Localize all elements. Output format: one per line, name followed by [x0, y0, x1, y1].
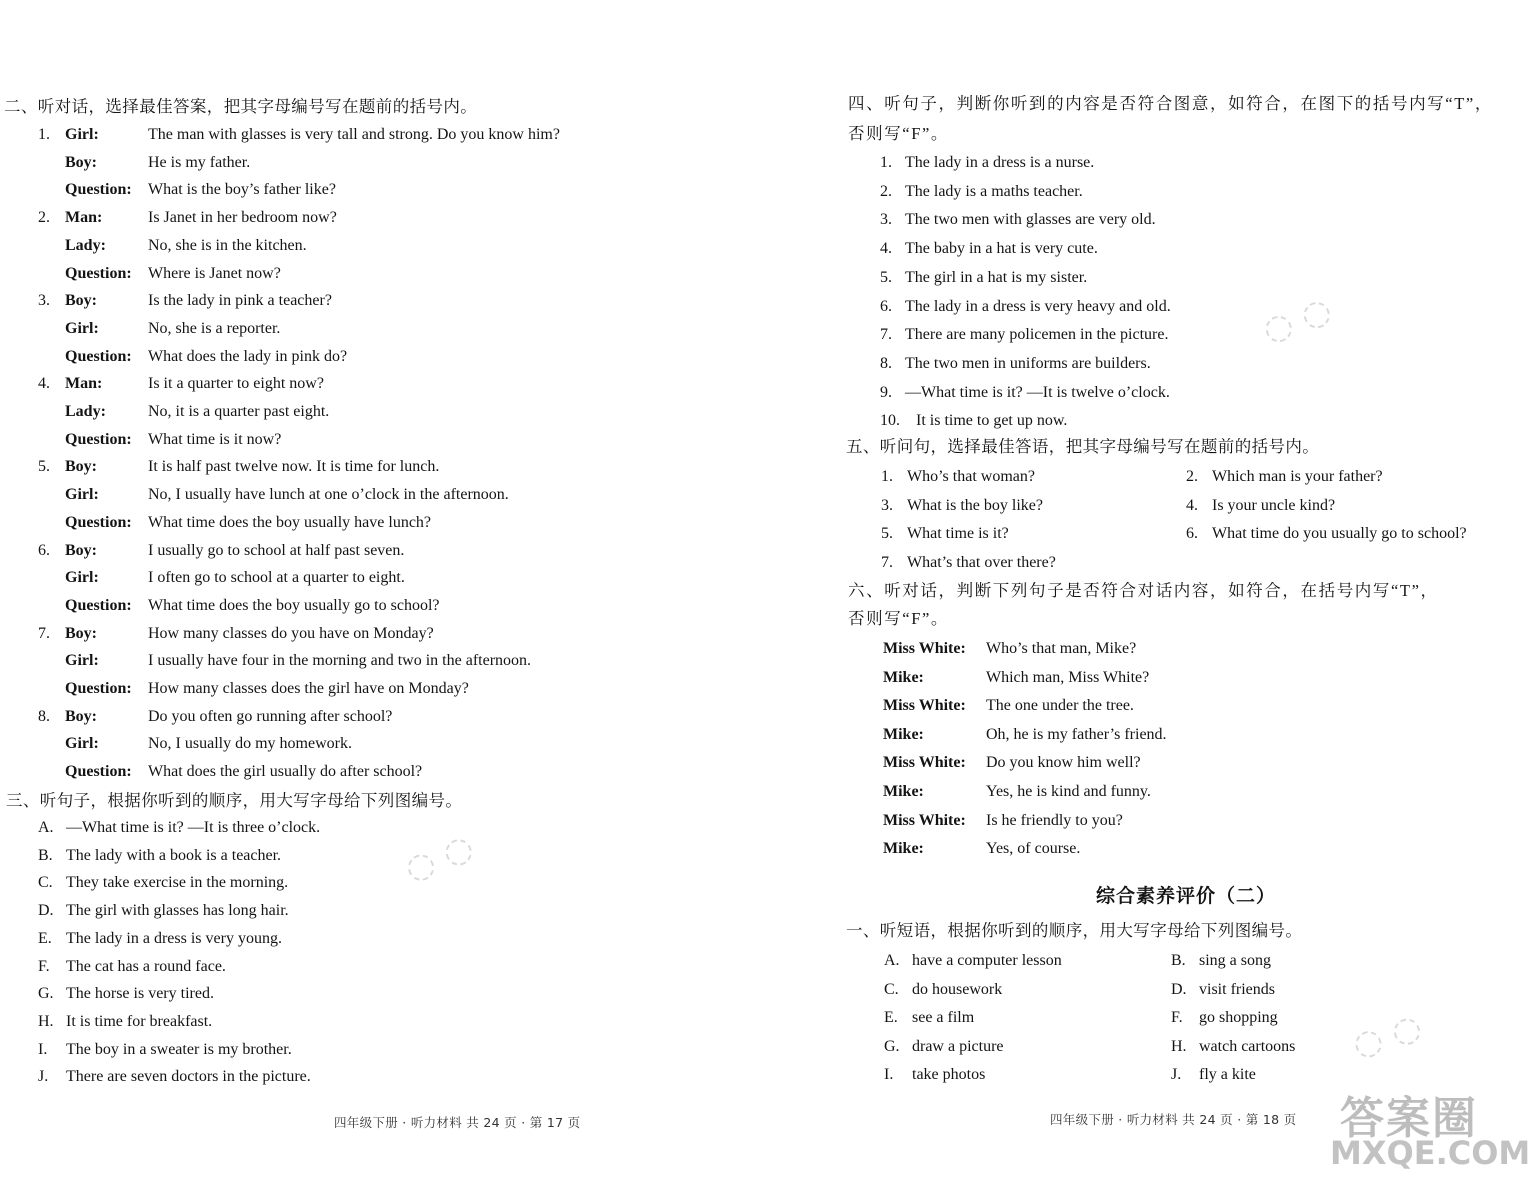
list-item-text: The two men in uniforms are builders.	[905, 354, 1151, 372]
watermark-stamp-bottom-right: ◌ ◌	[1347, 1006, 1427, 1066]
section-4-heading-line1: 四、听句子，判断你听到的内容是否符合图意，如符合，在图下的括号内写“T”，	[848, 94, 1493, 113]
dialog-speaker: Girl:	[65, 486, 99, 504]
site-logo-text-bottom: MXQE.COM	[1330, 1134, 1531, 1172]
list-item-text: draw a picture	[912, 1038, 1004, 1055]
list-item-letter: E.	[884, 1009, 898, 1026]
dialog-line: Yes, of course.	[986, 840, 1081, 858]
list-item-letter: J.	[38, 1068, 49, 1086]
dialog-speaker: Miss White:	[883, 640, 966, 657]
list-item-letter: J.	[1171, 1066, 1182, 1083]
list-item-text: There are seven doctors in the picture.	[66, 1068, 311, 1086]
dialog-line: What does the girl usually do after school?	[148, 763, 423, 781]
dialog-number: 2.	[38, 209, 50, 227]
dialog-line: What time is it now?	[148, 430, 282, 448]
dialog-line: What time does the boy usually have lunch?	[148, 513, 432, 531]
dialog-speaker: Miss White:	[883, 697, 966, 715]
list-item-text: There are many policemen in the picture.	[905, 326, 1169, 344]
dialog-number: 8.	[38, 707, 50, 725]
list-item-text: The boy in a sweater is my brother.	[66, 1040, 292, 1058]
list-item-text: have a computer lesson	[912, 952, 1062, 969]
list-item-text: What is the boy like?	[907, 497, 1043, 514]
list-item-letter: I.	[884, 1066, 894, 1083]
dialog-line: I often go to school at a quarter to eight.	[148, 569, 405, 587]
list-item-number: 6.	[1186, 525, 1198, 542]
list-item-letter: A.	[38, 819, 54, 836]
list-item-text: Who’s that woman?	[907, 468, 1035, 485]
dialog-number: 6.	[38, 541, 50, 559]
list-item-text: The horse is very tired.	[66, 985, 214, 1003]
list-item-text: sing a song	[1199, 952, 1271, 969]
dialog-speaker: Lady:	[65, 236, 106, 254]
list-item-text: Which man is your father?	[1212, 468, 1383, 485]
list-item-letter: B.	[38, 846, 53, 864]
dialog-speaker: Miss White:	[883, 754, 966, 772]
list-item-text: It is time to get up now.	[916, 412, 1068, 430]
list-item-text: The baby in a hat is very cute.	[905, 240, 1098, 258]
dialog-line: Do you know him well?	[986, 754, 1141, 772]
dialog-line: How many classes does the girl have on Monday?	[148, 680, 469, 697]
list-item-number: 7.	[881, 554, 893, 571]
list-item-text: The girl in a hat is my sister.	[905, 268, 1088, 286]
list-item-text: The two men with glasses are very old.	[905, 211, 1156, 229]
list-item-letter: F.	[38, 957, 50, 975]
watermark-stamp-top-right: ◌ ◌	[1257, 289, 1337, 351]
dialog-number: 3.	[38, 292, 50, 310]
dialog-speaker: Mike:	[883, 783, 924, 800]
dialog-speaker: Girl:	[65, 126, 99, 143]
section-3-heading: 三、听句子，根据你听到的顺序，用大写字母给下列图编号。	[6, 791, 463, 810]
dialog-line: Yes, he is kind and funny.	[986, 783, 1151, 800]
dialog-line: I usually have four in the morning and two in the afternoon.	[148, 652, 532, 670]
dialog-line: I usually go to school at half past seven.	[148, 541, 405, 559]
list-item-text: visit friends	[1199, 981, 1275, 998]
dialog-line: He is my father.	[148, 153, 251, 171]
dialog-speaker: Girl:	[65, 652, 99, 670]
dialog-line: No, she is a reporter.	[148, 319, 281, 337]
list-item-text: fly a kite	[1199, 1066, 1256, 1083]
dialog-speaker: Question:	[65, 264, 132, 282]
list-item-text: watch cartoons	[1199, 1038, 1296, 1055]
list-item-text: —What time is it? —It is twelve o’clock.	[905, 383, 1170, 401]
list-item-text: see a film	[912, 1009, 975, 1026]
right-page	[768, 0, 1536, 1186]
dialog-speaker: Miss White:	[883, 811, 966, 829]
list-item-letter: B.	[1171, 952, 1186, 969]
page-footer-left: 四年级下册 · 听力材料 共 24 页 · 第 17 页	[334, 1115, 581, 1130]
dialog-speaker: Boy:	[65, 541, 97, 559]
list-item-number: 3.	[880, 211, 892, 229]
dialog-speaker: Boy:	[65, 458, 97, 476]
list-item-number: 3.	[881, 497, 893, 514]
dialog-line: Is it a quarter to eight now?	[148, 375, 324, 393]
list-item-letter: G.	[38, 985, 54, 1003]
dialog-speaker: Question:	[65, 596, 132, 614]
dialog-line: What is the boy’s father like?	[148, 181, 336, 199]
list-item-letter: H.	[1171, 1038, 1187, 1055]
list-item-text: The lady in a dress is very young.	[66, 929, 282, 947]
list-item-text: The girl with glasses has long hair.	[66, 902, 289, 920]
list-item-text: They take exercise in the morning.	[66, 874, 289, 892]
list-item-text: The lady in a dress is very heavy and old.	[905, 297, 1171, 315]
dialog-number: 5.	[38, 458, 50, 476]
list-item-text: What time do you usually go to school?	[1212, 525, 1467, 542]
list-item-number: 1.	[880, 154, 892, 171]
list-item-number: 5.	[881, 525, 893, 542]
list-item-number: 1.	[881, 468, 893, 485]
list-item-letter: I.	[38, 1040, 48, 1058]
list-item-letter: E.	[38, 929, 52, 947]
section-2-heading: 二、听对话，选择最佳答案，把其字母编号写在题前的括号内。	[4, 97, 478, 116]
list-item-text: It is time for breakfast.	[66, 1012, 213, 1030]
dialog-speaker: Girl:	[65, 735, 99, 753]
section-6-heading-line1: 六、听对话，判断下列句子是否符合对话内容，如符合，在括号内写“T”，	[848, 581, 1439, 600]
list-item-letter: D.	[38, 902, 54, 920]
dialog-line: No, she is in the kitchen.	[148, 236, 307, 254]
dialog-line: No, it is a quarter past eight.	[148, 403, 330, 420]
part-1-heading: 一、听短语，根据你听到的顺序，用大写字母给下列图编号。	[846, 921, 1303, 940]
section-5-heading: 五、听问句，选择最佳答语，把其字母编号写在题前的括号内。	[846, 437, 1320, 456]
list-item-number: 4.	[1186, 497, 1198, 514]
dialog-speaker: Mike:	[883, 725, 924, 743]
list-item-number: 6.	[880, 297, 892, 315]
list-item-letter: D.	[1171, 981, 1187, 998]
dialog-speaker: Question:	[65, 430, 132, 448]
dialog-speaker: Boy:	[65, 624, 97, 642]
dialog-line: No, I usually do my homework.	[148, 735, 352, 753]
dialog-line: Which man, Miss White?	[986, 668, 1150, 686]
page-footer-right: 四年级下册 · 听力材料 共 24 页 · 第 18 页	[1050, 1112, 1297, 1127]
dialog-line: Where is Janet now?	[148, 264, 281, 282]
list-item-text: The lady is a maths teacher.	[905, 182, 1083, 200]
dialog-speaker: Mike:	[883, 668, 924, 686]
dialog-line: Who’s that man, Mike?	[986, 640, 1137, 657]
dialog-speaker: Question:	[65, 680, 132, 697]
list-item-number: 9.	[880, 383, 892, 401]
dialog-line: What does the lady in pink do?	[148, 347, 348, 365]
dialog-line: Is he friendly to you?	[986, 811, 1123, 829]
dialog-number: 4.	[38, 375, 50, 393]
dialog-line: Is the lady in pink a teacher?	[148, 292, 332, 310]
section-4-heading-line2: 否则写“F”。	[848, 124, 950, 143]
section-title: 综合素养评价（二）	[1096, 885, 1277, 907]
dialog-speaker: Question:	[65, 347, 132, 365]
list-item-text: What’s that over there?	[907, 554, 1056, 571]
list-item-text: What time is it?	[907, 525, 1009, 542]
list-item-text: The lady with a book is a teacher.	[66, 846, 282, 864]
dialog-speaker: Boy:	[65, 707, 97, 725]
list-item-number: 2.	[880, 182, 892, 200]
dialog-line: What time does the boy usually go to school?	[148, 596, 440, 614]
dialog-line: Oh, he is my father’s friend.	[986, 725, 1167, 743]
list-item-text: Is your uncle kind?	[1212, 497, 1336, 514]
list-item-letter: F.	[1171, 1009, 1183, 1026]
dialog-speaker: Man:	[65, 209, 103, 227]
dialog-line: The one under the tree.	[986, 697, 1134, 715]
dialog-speaker: Question:	[65, 763, 132, 781]
dialog-speaker: Question:	[65, 181, 132, 199]
dialog-number: 1.	[38, 126, 50, 143]
dialog-line: The man with glasses is very tall and strong. Do you know him?	[148, 126, 560, 143]
dialog-number: 7.	[38, 624, 50, 642]
dialog-speaker: Mike:	[883, 840, 924, 858]
list-item-text: go shopping	[1199, 1009, 1278, 1026]
dialog-line: Do you often go running after school?	[148, 707, 393, 725]
list-item-number: 2.	[1186, 468, 1198, 485]
dialog-line: No, I usually have lunch at one o’clock in the afternoon.	[148, 486, 509, 504]
list-item-text: take photos	[912, 1066, 986, 1083]
list-item-letter: A.	[884, 952, 900, 969]
list-item-number: 10.	[880, 412, 900, 430]
list-item-number: 5.	[880, 268, 892, 286]
list-item-number: 4.	[880, 240, 892, 258]
site-logo	[1326, 1082, 1531, 1178]
dialog-speaker: Lady:	[65, 403, 106, 420]
dialog-speaker: Girl:	[65, 569, 99, 587]
list-item-text: The cat has a round face.	[66, 957, 226, 975]
list-item-text: —What time is it? —It is three o’clock.	[66, 819, 321, 836]
dialog-line: Is Janet in her bedroom now?	[148, 209, 337, 227]
dialog-speaker: Boy:	[65, 292, 97, 310]
list-item-number: 7.	[880, 326, 892, 344]
dialog-speaker: Man:	[65, 375, 103, 393]
dialog-line: How many classes do you have on Monday?	[148, 624, 434, 642]
list-item-letter: G.	[884, 1038, 900, 1055]
dialog-speaker: Question:	[65, 513, 132, 531]
list-item-number: 8.	[880, 354, 892, 372]
section-6-heading-line2: 否则写“F”。	[848, 609, 950, 628]
site-logo-text-top: 答案圈	[1340, 1093, 1478, 1144]
list-item-text: The lady in a dress is a nurse.	[905, 154, 1095, 171]
list-item-letter: H.	[38, 1012, 54, 1030]
watermark-stamp-left: ◌ ◌	[399, 826, 480, 890]
list-item-letter: C.	[38, 874, 53, 892]
list-item-letter: C.	[884, 981, 899, 998]
dialog-speaker: Girl:	[65, 319, 99, 337]
dialog-line: It is half past twelve now. It is time for lunch.	[148, 458, 440, 476]
list-item-text: do housework	[912, 981, 1003, 998]
dialog-speaker: Boy:	[65, 153, 97, 171]
